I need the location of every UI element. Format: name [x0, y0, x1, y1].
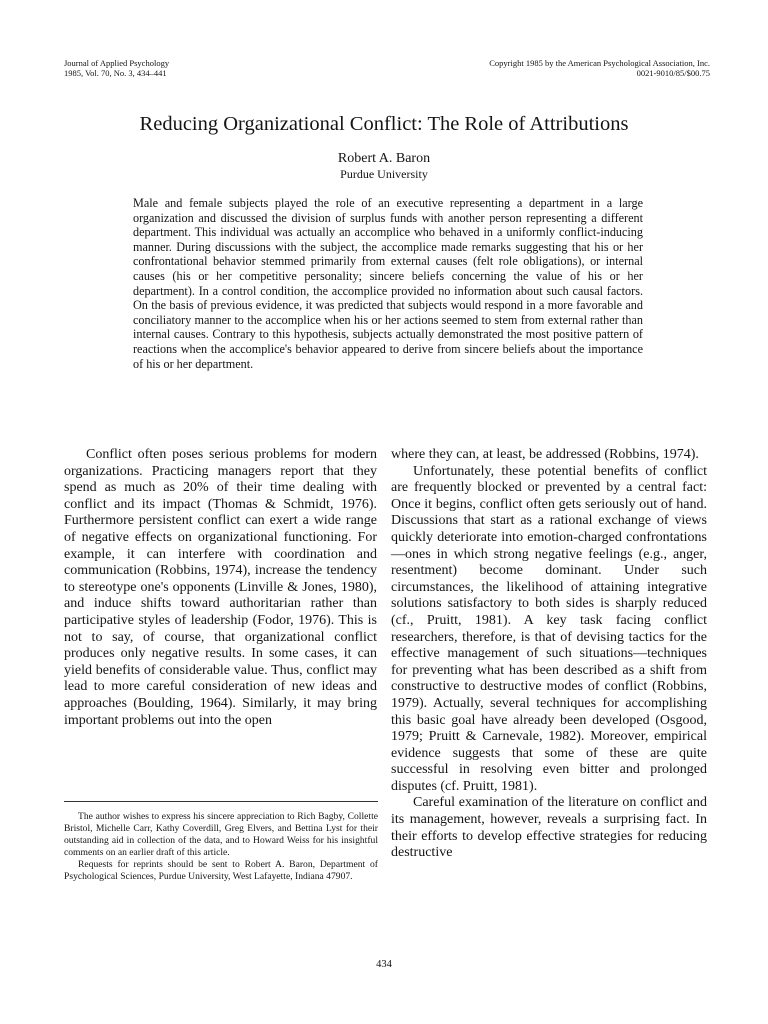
copyright-line: Copyright 1985 by the American Psychological Association, Inc. [489, 58, 710, 68]
body-paragraph-continuation: where they can, at least, be addressed (Robbins, 1974). [391, 447, 699, 462]
author-name: Robert A. Baron [337, 151, 431, 166]
page-number: 434 [376, 959, 392, 970]
body-paragraph: Careful examination of the literature on conflict and its management, however, reveals a surprising fact. In their efforts to develop effective strategies for reducing destructive [391, 795, 707, 861]
body-paragraph: Unfortunately, these potential benefits of conflict are frequently blocked or prevented by a central fact: Once it begins, conflict often gets seriously out of hand. Discussions that start as a rational exchange of views quickly deteriorate into emotion-charged confrontations—ones in which strong negative feelings (e.g., anger, resentment) become dominant. Under such circumstances, the likelihood of attaining integrative solutions satisfactory to both sides is sharply reduced (cf., Pruitt, 1981). A key task facing conflict researchers, therefore, is that of devising tactics for the effective management of such situations—techniques for preventing what has been described as a shift from constructive to destructive modes of conflict (Robbins, 1979). Actually, several techniques for accomplishing this basic goal have already been developed (Osgood, 1979; Pruitt & Carnevale, 1982). Moreover, empirical evidence suggests that some of these are quite successful in resolving even bitter and prolonged disputes (cf. Pruitt, 1981). [391, 463, 707, 794]
copyright-notice [489, 58, 710, 78]
footnote-divider [64, 801, 378, 802]
body-paragraph: Conflict often poses serious problems for modern organizations. Practicing managers report that they spend as much as 20% of their time dealing with conflict and its impact (Thomas & Schmidt, 1976). Furthermore persistent conflict can exert a wide range of negative effects on organizational functioning. For example, it can interfere with coordination and communication (Robbins, 1974), increase the tendency to stereotype one's opponents (Linville & Jones, 1980), and induce shifts toward authoritarian rather than participative styles of leadership (Fodor, 1976). This is not to say, of course, that organizational conflict produces only negative results. In some cases, it can yield benefits of considerable value. Thus, conflict may lead to more careful consideration of new ideas and approaches (Boulding, 1964). Similarly, it may bring important problems out into the open [64, 447, 377, 728]
footnote-acknowledgement: The author wishes to express his sincere appreciation to Rich Bagby, Collette Bristol, Michelle Carr, Kathy Coverdill, Greg Elvers, and Bettina Lyst for their outstanding aid in collection of the data, and to Howard Weiss for his insightful comments on an earlier draft of this article. [64, 811, 378, 858]
body-column-left [64, 447, 377, 729]
abstract: Male and female subjects played the role of an executive representing a department in a large organization and discussed the division of surplus funds with another person representing a different department. This individual was actually an accomplice who behaved in a uniformly conflict-inducing manner. During discussions with the subject, the accomplice made remarks suggesting that his or her confrontational behavior stemmed primarily from external causes (felt role obligations), or internal causes (his or her competitive personality; sincere beliefs concerning the value of his or her department). In a control condition, the accomplice provided no information about such causal factors. On the basis of previous evidence, it was predicted that subjects would respond in a more favorable and conciliatory manner to the accomplice when his or her actions seemed to stem from external rather than internal causes. Contrary to this hypothesis, subjects actually demonstrated the most positive pattern of reactions when the accomplice's behavior appeared to derive from sincere beliefs about the importance of his or her department. [133, 196, 643, 371]
article-title: Reducing Organizational Conflict: The Role of Attributions [139, 113, 629, 135]
body-column-right [391, 447, 707, 862]
journal-name: Journal of Applied Psychology [64, 58, 170, 68]
footnotes [64, 811, 378, 883]
issn-price: 0021-9010/85/$00.75 [636, 68, 710, 78]
author-affiliation: Purdue University [340, 167, 428, 181]
journal-volume: 1985, Vol. 70, No. 3, 434–441 [64, 68, 167, 78]
journal-citation [64, 58, 169, 78]
footnote-reprints: Requests for reprints should be sent to Robert A. Baron, Department of Psychological Sciences, Purdue University, West Lafayette, Indiana 47907. [64, 859, 378, 882]
